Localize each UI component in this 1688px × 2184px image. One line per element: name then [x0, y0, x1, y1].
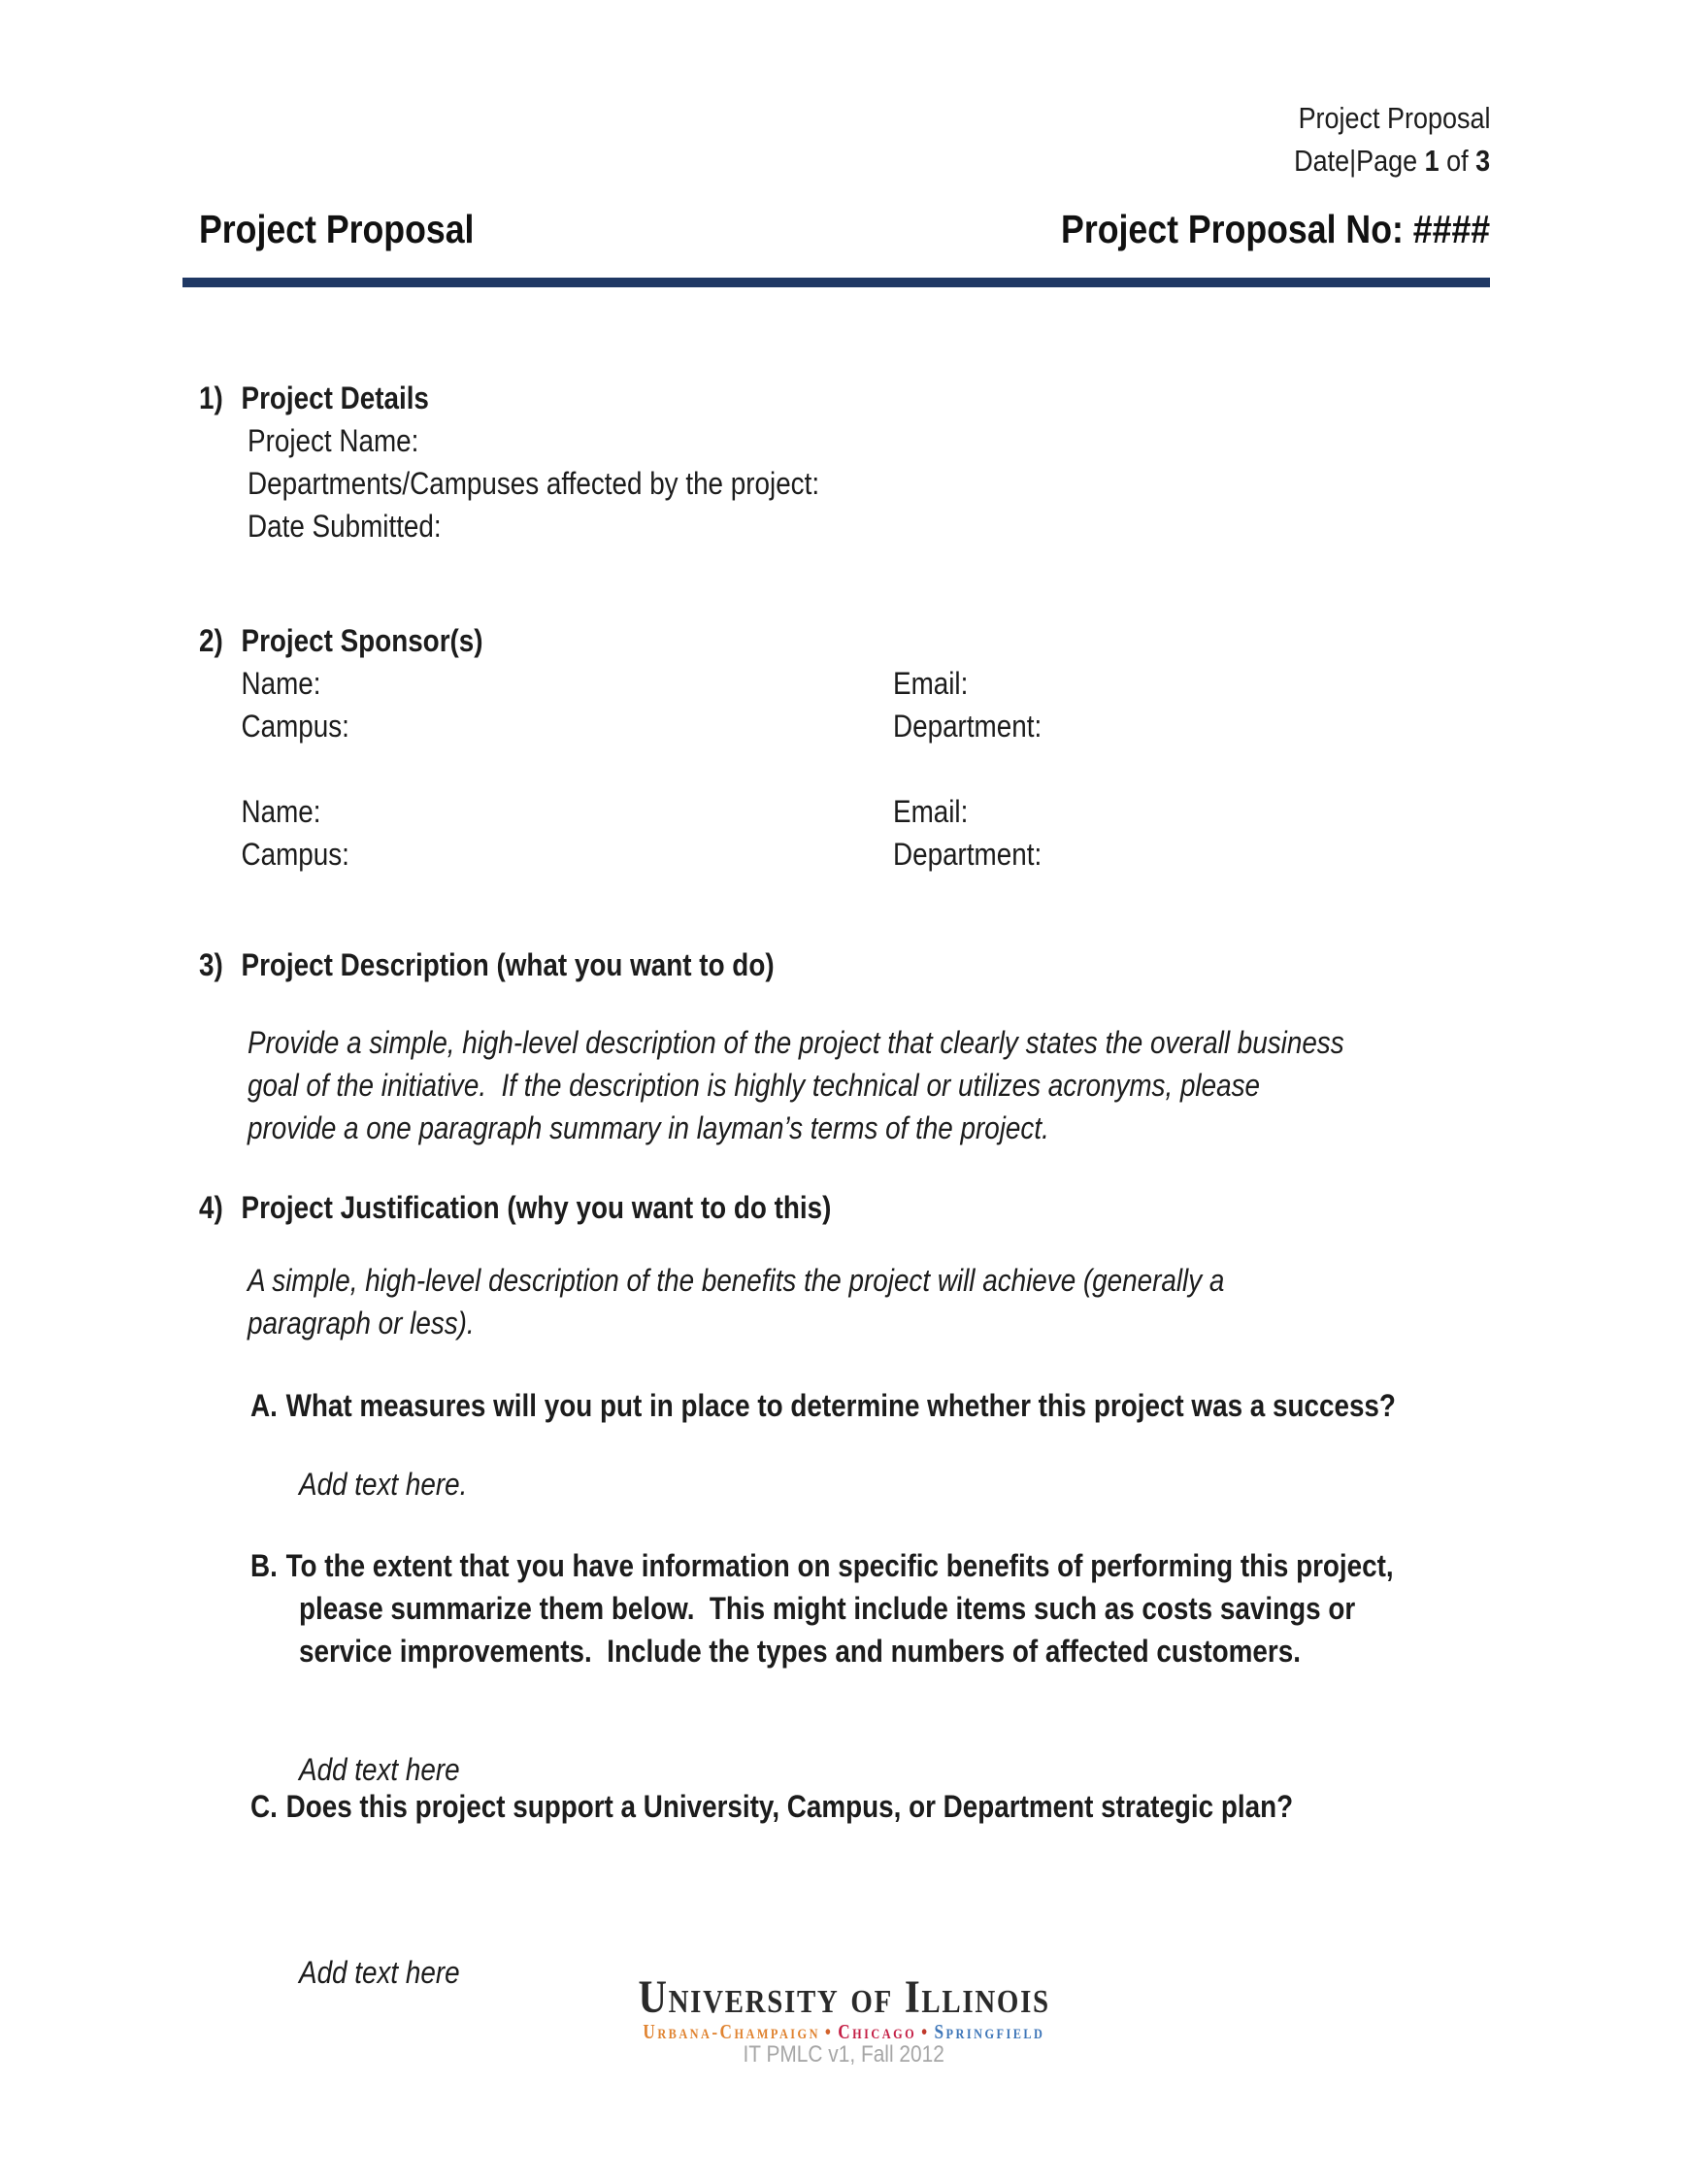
section-heading	[199, 1186, 1490, 1229]
question-text: What measures will you put in place to determine whether this project was a success?	[285, 1388, 1396, 1423]
campus-chicago: Chicago	[838, 2020, 917, 2043]
item-letter: A.	[250, 1388, 278, 1423]
page-header	[1265, 97, 1490, 182]
answer-placeholder-b: Add text here	[299, 1752, 460, 1787]
header-of-label: of	[1439, 144, 1475, 178]
description-instructions	[248, 1021, 1490, 1149]
instruction-line: Provide a simple, high-level description of the project that clearly states the overall business	[248, 1025, 1344, 1060]
field-email: Email:	[893, 794, 969, 829]
university-logo	[0, 1970, 1688, 2025]
section-heading	[199, 377, 1490, 419]
campus-springfield: Springfield	[934, 2020, 1045, 2043]
instruction-line: goal of the initiative. If the description is highly technical or utilizes acronyms, please	[248, 1068, 1260, 1103]
campus-separator-dot: •	[921, 2020, 930, 2043]
header-page-total: 3	[1474, 144, 1490, 178]
item-letter: B.	[250, 1548, 278, 1583]
section-project-sponsors	[199, 619, 1490, 876]
header-date-page-label: Date|Page	[1294, 144, 1425, 178]
proposal-number-title: Project Proposal No: ####	[1060, 207, 1490, 251]
field-date-submitted: Date Submitted:	[248, 509, 442, 544]
section-heading-label: Project Description (what you want to do)	[241, 947, 775, 982]
sponsor2-name-email-row	[199, 790, 1490, 833]
section-project-details	[199, 377, 1490, 547]
footer-version-text: IT PMLC v1, Fall 2012	[743, 2041, 945, 2068]
instruction-line: paragraph or less).	[248, 1306, 475, 1340]
item-letter: C.	[250, 1789, 278, 1824]
sponsor2-campus-department-row	[199, 833, 1490, 876]
field-campus: Campus:	[241, 709, 349, 744]
section-heading	[199, 619, 1490, 662]
section-heading-label: Project Details	[241, 381, 429, 415]
section-number: 3)	[199, 947, 223, 982]
section-project-description	[199, 943, 1490, 986]
sponsor1-campus-department-row	[199, 705, 1490, 747]
answer-placeholder-c: Add text here	[299, 1955, 460, 1990]
field-name: Name:	[241, 794, 321, 829]
field-email: Email:	[893, 666, 969, 701]
sponsor1-name-email-row	[199, 662, 1490, 705]
header-page-current: 1	[1424, 144, 1440, 178]
section-project-justification	[199, 1186, 1490, 1229]
document-title: Project Proposal	[199, 207, 475, 251]
question-item-b	[199, 1544, 1490, 1672]
question-text: To the extent that you have information on specific benefits of performing this project,	[285, 1548, 1394, 1583]
question-text: Does this project support a University, Campus, or Department strategic plan?	[285, 1789, 1294, 1824]
blank-line	[199, 747, 1490, 790]
field-department: Department:	[893, 709, 1043, 744]
question-text: service improvements. Include the types and numbers of affected customers.	[299, 1634, 1301, 1669]
section-number: 4)	[199, 1190, 223, 1225]
field-department: Department:	[893, 837, 1043, 872]
section-number: 1)	[199, 381, 223, 415]
section-heading-label: Project Justification (why you want to do this)	[241, 1190, 832, 1225]
field-name: Name:	[241, 666, 321, 701]
field-departments-campuses: Departments/Campuses affected by the project:	[248, 466, 820, 501]
question-item-a	[199, 1384, 1490, 1427]
field-campus: Campus:	[241, 837, 349, 872]
title-divider-rule	[182, 278, 1490, 287]
header-doc-type: Project Proposal	[1298, 101, 1490, 135]
justification-instructions	[248, 1259, 1490, 1344]
campus-separator-dot: •	[824, 2020, 834, 2043]
field-project-name: Project Name:	[248, 423, 419, 458]
section-number: 2)	[199, 623, 223, 658]
section-heading	[199, 943, 1490, 986]
header-page-line	[1265, 140, 1490, 182]
question-item-c	[199, 1785, 1490, 1828]
instruction-line: provide a one paragraph summary in layman’s terms of the project.	[248, 1110, 1049, 1145]
answer-placeholder-a: Add text here.	[299, 1467, 468, 1502]
university-logo-text: University of Illinois	[638, 1971, 1050, 2023]
question-text: please summarize them below. This might include items such as costs savings or	[299, 1591, 1356, 1626]
instruction-line: A simple, high-level description of the benefits the project will achieve (generally a	[248, 1263, 1225, 1298]
campus-urbana-champaign: Urbana-Champaign	[643, 2020, 821, 2043]
section-heading-label: Project Sponsor(s)	[241, 623, 483, 658]
